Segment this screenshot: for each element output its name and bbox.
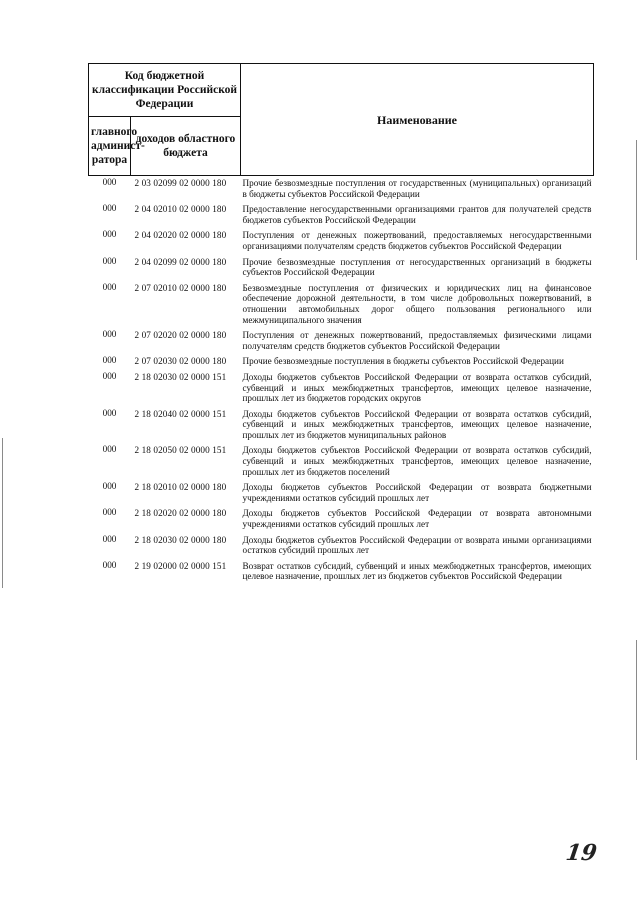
income-name: Доходы бюджетов субъектов Российской Федерации от возврата остатков субсидий, субвенций и иных межбюджетных трансфертов, имеющих целевое назначение, прошлых лет из бюджетов муниципальных районов xyxy=(242,408,592,440)
income-code: 2 18 02010 02 0000 180 xyxy=(134,482,227,493)
income-name: Доходы бюджетов субъектов Российской Федерации от возврата иными организациями остатков субсидий прошлых лет xyxy=(242,534,592,556)
header-budget-code-group: Код бюджетной классификации Российской Федерации xyxy=(89,64,241,117)
admin-code: 000 xyxy=(102,370,117,381)
table-row xyxy=(89,443,594,480)
page-number: 19 xyxy=(564,840,599,866)
income-name: Безвозмездные поступления от физических и юридических лиц на финансовое обеспечение дорожной деятельности, в том числе добровольных пожертвований, в отношении автомобильных дорог общего пользования регионального или межмуниципального значения xyxy=(242,282,592,325)
table-row xyxy=(89,506,594,532)
income-code: 2 04 02010 02 0000 180 xyxy=(134,204,227,215)
income-code: 2 07 02030 02 0000 180 xyxy=(134,356,227,367)
income-name: Доходы бюджетов субъектов Российской Федерации от возврата бюджетными учреждениями остатков субсидий прошлых лет xyxy=(242,482,592,503)
table-row xyxy=(89,370,594,407)
income-name: Предоставление негосударственными организациями грантов для получателей средств бюджетов субъектов Российской Федерации xyxy=(242,204,592,225)
table-row xyxy=(89,228,594,254)
scan-edge-mark-right-lower xyxy=(636,640,637,760)
admin-code: 000 xyxy=(102,507,117,518)
income-name: Доходы бюджетов субъектов Российской Федерации от возврата автономными учреждениями остатков субсидий прошлых лет xyxy=(242,508,592,530)
table-row xyxy=(89,407,594,444)
budget-classification-table xyxy=(88,63,594,585)
table-row xyxy=(89,202,594,228)
table-row xyxy=(89,559,594,585)
income-code: 2 07 02020 02 0000 180 xyxy=(134,330,227,341)
income-code: 2 04 02099 02 0000 180 xyxy=(134,256,227,267)
income-name: Прочие безвозмездные поступления от негосударственных организаций в бюджеты субъектов Российской Федерации xyxy=(242,256,592,278)
header-income: доходов областного бюджета xyxy=(131,117,241,176)
income-name: Поступления от денежных пожертвований, предоставляемых негосударственными организациями получателям средств бюджетов субъектов Российской Федерации xyxy=(242,230,592,251)
table-row xyxy=(89,281,594,328)
table-row xyxy=(89,480,594,506)
income-code: 2 18 02030 02 0000 180 xyxy=(134,534,227,545)
admin-code: 000 xyxy=(102,203,117,214)
admin-code: 000 xyxy=(102,177,117,187)
table-row xyxy=(89,255,594,281)
table-row xyxy=(89,328,594,354)
table-row xyxy=(89,533,594,559)
scan-edge-mark-left xyxy=(2,438,3,588)
admin-code: 000 xyxy=(102,533,117,544)
admin-code: 000 xyxy=(102,481,117,492)
income-code: 2 19 02000 02 0000 151 xyxy=(134,560,227,571)
header-admin: главного админист-ратора xyxy=(89,117,131,176)
income-name: Доходы бюджетов субъектов Российской Федерации от возврата остатков субсидий, субвенций и иных межбюджетных трансфертов, имеющих целевое назначение, прошлых лет из бюджетов поселений xyxy=(242,445,592,477)
admin-code: 000 xyxy=(102,255,117,266)
header-name: Наименование xyxy=(241,64,594,176)
income-code: 2 18 02020 02 0000 180 xyxy=(134,508,227,519)
admin-code: 000 xyxy=(102,281,117,292)
income-name: Прочие безвозмездные поступления от государственных (муниципальных) организаций в бюджеты субъектов Российской Федерации xyxy=(242,178,592,199)
table-header xyxy=(89,64,594,176)
admin-code: 000 xyxy=(102,355,117,366)
table-row xyxy=(89,176,594,203)
income-name: Прочие безвозмездные поступления в бюджеты субъектов Российской Федерации xyxy=(242,356,564,367)
income-code: 2 18 02030 02 0000 151 xyxy=(134,371,227,382)
admin-code: 000 xyxy=(102,229,117,240)
admin-code: 000 xyxy=(102,407,117,418)
income-code: 2 07 02010 02 0000 180 xyxy=(134,282,227,293)
admin-code: 000 xyxy=(102,559,117,570)
admin-code: 000 xyxy=(102,329,117,340)
income-name: Поступления от денежных пожертвований, предоставляемых физическими лицами получателям средств бюджетов субъектов Российской Федерации xyxy=(242,330,592,351)
income-name: Возврат остатков субсидий, субвенций и иных межбюджетных трансфертов, имеющих целевое назначение, прошлых лет из бюджетов субъектов Российской Федерации xyxy=(242,560,592,582)
income-name: Доходы бюджетов субъектов Российской Федерации от возврата остатков субсидий, субвенций и иных межбюджетных трансфертов, имеющих целевое назначение, прошлых лет из бюджетов городских округов xyxy=(242,371,592,404)
admin-code: 000 xyxy=(102,444,117,455)
income-code: 2 18 02040 02 0000 151 xyxy=(134,408,227,419)
table-body xyxy=(89,176,594,586)
scan-edge-mark-right xyxy=(636,140,637,260)
income-code: 2 18 02050 02 0000 151 xyxy=(134,445,227,456)
income-code: 2 04 02020 02 0000 180 xyxy=(134,230,227,241)
income-code: 2 03 02099 02 0000 180 xyxy=(134,178,227,188)
table-row xyxy=(89,354,594,370)
